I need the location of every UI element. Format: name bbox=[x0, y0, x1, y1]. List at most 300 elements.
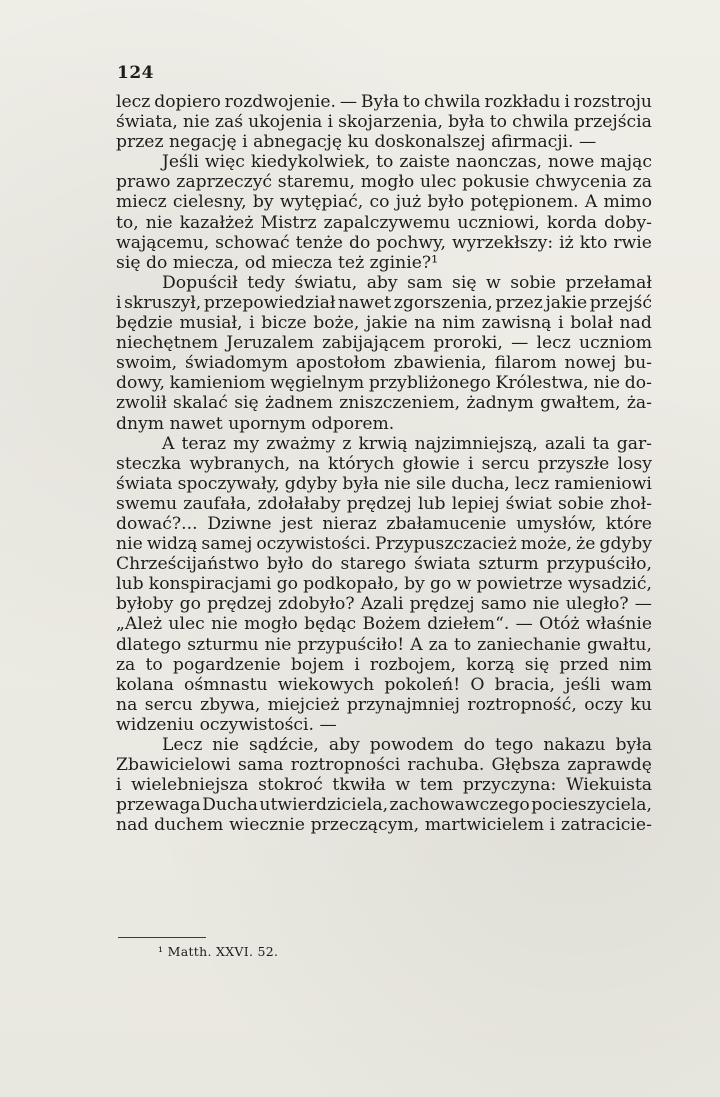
word: to bbox=[489, 112, 508, 133]
word: ku bbox=[630, 694, 652, 715]
word: schować bbox=[215, 232, 290, 253]
word: chwycenia bbox=[535, 172, 627, 193]
word: aby bbox=[328, 735, 360, 755]
word: zginie?¹ bbox=[369, 252, 439, 273]
word: była bbox=[342, 473, 379, 494]
word: dnym bbox=[116, 413, 165, 434]
text-line bbox=[116, 373, 652, 393]
word: Zbawicielowi bbox=[116, 755, 231, 776]
word: upornym bbox=[228, 413, 306, 434]
word: wam bbox=[610, 674, 652, 695]
body-text bbox=[116, 92, 652, 835]
word: — bbox=[319, 714, 337, 735]
word: odporem. bbox=[311, 413, 395, 434]
word: Dopuścił bbox=[162, 272, 238, 293]
word: żadnem bbox=[265, 393, 333, 414]
word: prędzej bbox=[346, 493, 412, 514]
word: sobie bbox=[558, 493, 604, 514]
text-line bbox=[116, 152, 652, 172]
word: nad bbox=[619, 313, 652, 334]
word: to bbox=[402, 92, 421, 112]
word: miecza bbox=[271, 252, 333, 273]
word: w bbox=[485, 272, 501, 293]
text-line bbox=[116, 815, 652, 835]
word: się bbox=[116, 252, 141, 273]
word: zważmy bbox=[266, 433, 336, 454]
word: i bbox=[116, 292, 122, 313]
word: pokusie bbox=[462, 172, 530, 193]
footnote-divider bbox=[118, 937, 206, 938]
word: wytępiać, bbox=[279, 192, 364, 213]
word: na bbox=[298, 453, 320, 474]
word: do bbox=[463, 735, 485, 755]
word: wyrzekłszy: bbox=[451, 232, 554, 253]
word: było bbox=[427, 192, 465, 213]
text-line bbox=[116, 353, 652, 373]
word: miecza, bbox=[172, 252, 240, 273]
word: zbawienia, bbox=[393, 353, 487, 374]
word: to bbox=[145, 654, 163, 675]
word: zdołałaby bbox=[257, 493, 341, 514]
word: tkwiła bbox=[332, 775, 386, 796]
word: lecz bbox=[116, 92, 151, 112]
word: lub bbox=[116, 574, 144, 595]
word: nowej bbox=[564, 353, 617, 374]
word: też bbox=[337, 252, 365, 273]
word: sama bbox=[237, 755, 284, 776]
word: ducha, bbox=[451, 473, 510, 494]
word: bolał bbox=[570, 313, 613, 334]
word: bu- bbox=[624, 353, 652, 374]
text-line bbox=[116, 635, 652, 655]
word: na bbox=[116, 694, 138, 715]
word: filarom bbox=[494, 353, 557, 374]
text-line bbox=[116, 755, 652, 775]
word: jeśli bbox=[565, 674, 601, 695]
word: tego bbox=[494, 735, 534, 755]
word: rwie bbox=[613, 232, 652, 253]
word: wiecznie bbox=[229, 815, 305, 836]
word: roztropności bbox=[290, 755, 401, 776]
word: szturm bbox=[478, 554, 539, 575]
word: jakie bbox=[365, 313, 408, 334]
word: świat bbox=[505, 493, 552, 514]
text-line bbox=[116, 293, 652, 313]
word: spoczywały, bbox=[177, 473, 280, 494]
word: Dziwne bbox=[207, 513, 272, 534]
word: — bbox=[511, 333, 529, 354]
word: O bbox=[470, 674, 485, 695]
text-line bbox=[116, 172, 652, 192]
word: nie bbox=[593, 373, 621, 394]
word: ramieniowi bbox=[554, 473, 652, 494]
text-line bbox=[116, 675, 652, 695]
word: ulec bbox=[168, 614, 205, 635]
word: gwałtu, bbox=[586, 634, 652, 655]
word: zniszczeniem, bbox=[339, 393, 461, 414]
word: go bbox=[430, 574, 452, 595]
word: od bbox=[244, 252, 267, 273]
word: samej bbox=[201, 534, 253, 555]
word: i bbox=[558, 313, 564, 334]
word: sile bbox=[416, 473, 447, 494]
word: dopiero bbox=[154, 92, 221, 112]
text-line bbox=[116, 534, 652, 554]
word: A bbox=[410, 634, 423, 655]
word: swemu bbox=[116, 493, 178, 514]
word: w bbox=[456, 574, 472, 595]
word: zatracicie- bbox=[561, 815, 652, 836]
word: kazałżeż bbox=[179, 212, 254, 233]
word: skalać bbox=[173, 393, 228, 414]
word: rachuba. bbox=[407, 755, 485, 776]
word: nie bbox=[183, 112, 210, 133]
word: — bbox=[579, 132, 597, 153]
word: kiedykolwiek, bbox=[250, 152, 371, 173]
footnote bbox=[158, 944, 278, 959]
word: oczywistości. bbox=[199, 714, 315, 735]
word: przepowiedział bbox=[203, 292, 336, 313]
word: losy bbox=[617, 453, 652, 474]
word: przed bbox=[559, 654, 609, 675]
word: martwicielem bbox=[424, 815, 545, 836]
word: my bbox=[233, 433, 260, 454]
word: za bbox=[116, 654, 136, 675]
text-line bbox=[116, 775, 652, 795]
word: zdobyło? bbox=[278, 594, 355, 615]
word: kamieniom bbox=[169, 373, 266, 394]
text-line bbox=[116, 574, 652, 594]
word: do bbox=[311, 554, 333, 575]
word: głowie bbox=[402, 453, 460, 474]
word: krwią bbox=[358, 433, 408, 454]
word: Chrześcijaństwo bbox=[116, 554, 260, 575]
footnote-text: Matth. XXVI. 52. bbox=[167, 944, 279, 959]
word: widzeniu bbox=[116, 714, 195, 735]
word: świata, bbox=[116, 112, 178, 133]
word: naonczas, bbox=[456, 152, 542, 173]
word: rozdwojenie. bbox=[224, 92, 337, 112]
word: bojem bbox=[290, 654, 345, 675]
word: chwila bbox=[424, 92, 481, 112]
word: i bbox=[116, 775, 122, 796]
word: nim bbox=[619, 654, 652, 675]
word: sercu bbox=[481, 453, 530, 474]
word: i bbox=[564, 92, 570, 112]
text-line bbox=[116, 313, 652, 333]
word: przejścia bbox=[573, 112, 652, 133]
word: Jeśli bbox=[162, 152, 199, 173]
word: byłoby bbox=[116, 594, 174, 615]
text-line bbox=[116, 795, 652, 815]
word: oczywistości. bbox=[256, 534, 371, 555]
word: steczka bbox=[116, 453, 182, 474]
text-line bbox=[116, 514, 652, 534]
word: przynajmniej bbox=[346, 694, 460, 715]
word: zaiste bbox=[399, 152, 451, 173]
word: utwierdziciela, bbox=[259, 795, 389, 816]
word: Przypuszczacież bbox=[374, 534, 517, 555]
word: by bbox=[404, 574, 425, 595]
word: za bbox=[428, 634, 448, 655]
word: które bbox=[605, 513, 652, 534]
word: bicze bbox=[261, 313, 307, 334]
text-line bbox=[116, 554, 652, 574]
word: zgorszenia, bbox=[393, 292, 493, 313]
word: podkopało, bbox=[303, 574, 399, 595]
word: nie bbox=[116, 534, 143, 555]
word: iż bbox=[559, 232, 574, 253]
word: mimo bbox=[603, 192, 652, 213]
word: uczniowi, bbox=[457, 212, 540, 233]
word: doskonalszej bbox=[374, 132, 486, 153]
word: było bbox=[266, 554, 304, 575]
word: ku bbox=[347, 132, 369, 153]
word: była bbox=[448, 112, 485, 133]
word: Jeruzalem bbox=[226, 333, 314, 354]
word: prędzej bbox=[207, 594, 273, 615]
word: i bbox=[467, 453, 474, 474]
word: sercu bbox=[144, 694, 193, 715]
word: cielesny, bbox=[172, 192, 247, 213]
word: Otóż bbox=[539, 614, 580, 635]
word: zbywa, bbox=[200, 694, 261, 715]
text-line bbox=[116, 735, 652, 755]
word: gdyby bbox=[284, 473, 338, 494]
word: lecz bbox=[536, 333, 571, 354]
word: już bbox=[395, 192, 422, 213]
word: rozstroju bbox=[573, 92, 652, 112]
word: sądźcie, bbox=[248, 735, 319, 755]
word: go bbox=[276, 574, 298, 595]
word: że bbox=[576, 534, 596, 555]
word: oczy bbox=[584, 694, 623, 715]
word: co bbox=[369, 192, 390, 213]
word: mogło bbox=[244, 614, 298, 635]
text-line bbox=[116, 695, 652, 715]
page-number: 124 bbox=[117, 63, 154, 83]
word: to bbox=[453, 634, 472, 655]
word: jakie bbox=[545, 292, 588, 313]
word: przejść bbox=[589, 292, 652, 313]
word: chwila bbox=[512, 112, 569, 133]
word: dować?... bbox=[116, 513, 198, 534]
word: była bbox=[615, 735, 652, 755]
word: potępionem. bbox=[470, 192, 579, 213]
word: na bbox=[414, 313, 436, 334]
word: zabijającem bbox=[322, 333, 426, 354]
word: najzimniejszą, bbox=[414, 433, 538, 454]
word: wybranych, bbox=[189, 453, 291, 474]
word: będąc bbox=[304, 614, 357, 635]
word: przybliżonego bbox=[368, 373, 491, 394]
word: duchem bbox=[154, 815, 224, 836]
word: pokoleń! bbox=[384, 674, 461, 695]
word: zhoł- bbox=[610, 493, 652, 514]
word: Wiekuista bbox=[565, 775, 652, 796]
word: świata bbox=[414, 554, 471, 575]
word: przypuściło! bbox=[297, 634, 405, 655]
word: rozkładu bbox=[484, 92, 561, 112]
word: do bbox=[146, 252, 168, 273]
word: i bbox=[327, 112, 333, 133]
word: wającemu, bbox=[116, 232, 210, 253]
word: azali bbox=[544, 433, 586, 454]
word: do- bbox=[624, 373, 652, 394]
word: by bbox=[252, 192, 274, 213]
word: tenże bbox=[295, 232, 343, 253]
text-line bbox=[116, 655, 652, 675]
word: za bbox=[632, 172, 652, 193]
word: nakazu bbox=[543, 735, 606, 755]
word: go bbox=[179, 594, 201, 615]
text-line bbox=[116, 333, 652, 353]
word: afirmacji. bbox=[491, 132, 574, 153]
word: proroki, bbox=[433, 333, 503, 354]
word: widzą bbox=[146, 534, 198, 555]
word: świadomym bbox=[185, 353, 288, 374]
word: pochwy, bbox=[376, 232, 446, 253]
word: doby- bbox=[604, 212, 652, 233]
word: aby bbox=[366, 272, 398, 293]
word: apostołom bbox=[295, 353, 386, 374]
word: powietrze bbox=[476, 574, 563, 595]
word: konspiracjami bbox=[148, 574, 272, 595]
word: żadnym bbox=[466, 393, 534, 414]
word: A bbox=[584, 192, 598, 213]
word: przeczącym, bbox=[310, 815, 420, 836]
word: mając bbox=[600, 152, 652, 173]
text-line bbox=[116, 594, 652, 614]
word: zaś bbox=[214, 112, 244, 133]
word: przypuściło, bbox=[546, 554, 652, 575]
word: zapalczywemu bbox=[323, 212, 451, 233]
text-line bbox=[116, 715, 652, 735]
word: zbałamucenie bbox=[386, 513, 507, 534]
word: wielebniejsza bbox=[131, 775, 249, 796]
word: „Ależ bbox=[116, 614, 163, 635]
word: przyczyna: bbox=[462, 775, 557, 796]
word: zaniechanie bbox=[477, 634, 581, 655]
word: gwałtem, bbox=[540, 393, 621, 414]
word: się bbox=[234, 393, 259, 414]
word: kolana bbox=[116, 674, 174, 695]
word: korzą bbox=[466, 654, 515, 675]
word: Lecz bbox=[162, 735, 203, 755]
word: przyszłe bbox=[537, 453, 610, 474]
word: korda bbox=[546, 212, 598, 233]
word: skojarzenia, bbox=[338, 112, 443, 133]
word: Królestwa, bbox=[495, 373, 589, 394]
word: Była bbox=[360, 92, 400, 112]
word: nawet bbox=[338, 292, 392, 313]
word: rozbojem, bbox=[369, 654, 457, 675]
text-line bbox=[116, 132, 652, 152]
word: — bbox=[339, 92, 358, 112]
word: prędzej bbox=[409, 594, 475, 615]
word: nie bbox=[145, 212, 173, 233]
word: uczniom bbox=[579, 333, 652, 354]
word: musiał, bbox=[179, 313, 243, 334]
word: lepiej bbox=[451, 493, 500, 514]
word: i bbox=[249, 313, 255, 334]
word: zachowawczego bbox=[389, 795, 530, 816]
word: w bbox=[395, 775, 411, 796]
word: ta bbox=[592, 433, 610, 454]
word: których bbox=[327, 453, 395, 474]
word: mogło bbox=[360, 172, 415, 193]
word: zaprzeczyć bbox=[176, 172, 273, 193]
word: tem bbox=[419, 775, 454, 796]
word: i bbox=[242, 132, 248, 153]
word: lecz bbox=[514, 473, 550, 494]
word: do bbox=[348, 232, 371, 253]
word: pocieszyciela, bbox=[531, 795, 652, 816]
word: wysadzić, bbox=[567, 574, 652, 595]
text-line bbox=[116, 393, 652, 413]
word: nie bbox=[384, 473, 411, 494]
word: przez bbox=[495, 292, 543, 313]
word: prawo bbox=[116, 172, 171, 193]
text-line bbox=[116, 454, 652, 474]
word: przez bbox=[116, 132, 164, 153]
word: świata bbox=[116, 473, 173, 494]
word: szturmu bbox=[187, 634, 259, 655]
text-line bbox=[116, 434, 652, 454]
text-line bbox=[116, 474, 652, 494]
word: i bbox=[354, 654, 360, 675]
word: to bbox=[376, 152, 394, 173]
word: może, bbox=[520, 534, 573, 555]
word: ża- bbox=[626, 393, 652, 414]
word: ulec bbox=[420, 172, 457, 193]
text-line bbox=[116, 614, 652, 634]
text-line bbox=[116, 213, 652, 233]
word: ośmnastu bbox=[184, 674, 268, 695]
word: tedy bbox=[247, 272, 285, 293]
word: nie bbox=[212, 735, 239, 755]
word: bracia, bbox=[494, 674, 555, 695]
word: staremu, bbox=[277, 172, 355, 193]
word: dziełem“. bbox=[427, 614, 510, 635]
word: właśnie bbox=[585, 614, 652, 635]
word: nieraz bbox=[322, 513, 377, 534]
word: miecz bbox=[116, 192, 167, 213]
word: niechętnem bbox=[116, 333, 219, 354]
text-line bbox=[116, 414, 652, 434]
word: więc bbox=[204, 152, 245, 173]
word: pogardzenie bbox=[172, 654, 281, 675]
word: boże, bbox=[313, 313, 360, 334]
word: nim bbox=[442, 313, 476, 334]
word: — bbox=[515, 614, 533, 635]
word: roztropność, bbox=[467, 694, 577, 715]
text-line bbox=[116, 253, 652, 273]
word: się bbox=[452, 272, 477, 293]
word: gdyby bbox=[599, 534, 652, 555]
text-line bbox=[116, 192, 652, 212]
word: będzie bbox=[116, 313, 173, 334]
word: węgielnym bbox=[270, 373, 365, 394]
word: Ducha bbox=[202, 795, 258, 816]
word: ukojenia bbox=[248, 112, 323, 133]
text-line bbox=[116, 494, 652, 514]
word: i bbox=[549, 815, 556, 836]
word: przełamał bbox=[565, 272, 652, 293]
word: samo bbox=[480, 594, 527, 615]
word: starego bbox=[340, 554, 407, 575]
word: się bbox=[524, 654, 550, 675]
